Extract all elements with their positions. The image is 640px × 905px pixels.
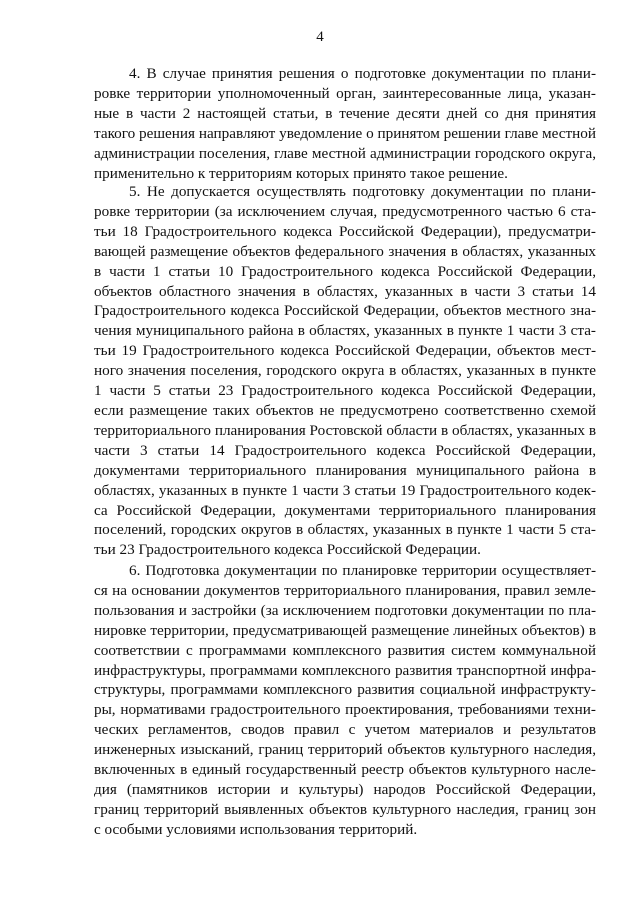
text-line: 6. Подготовка документации по планировке территории осуществляет- [129,562,596,579]
text-line: если размещение таких объектов не предусмотрено соответственно схемой [94,401,596,419]
text-line: поселений, городских округов в областях, указанных в пункте 1 части 5 ста- [94,521,596,539]
text-line: применительно к территориям которых принято такое решение. [94,164,508,182]
text-line: тьи 23 Градостроительного кодекса Российской Федерации. [94,541,481,559]
text-line: 1 части 5 статьи 23 Градостроительного кодекса Российской Федерации, [94,382,596,400]
paragraph-4 [94,64,596,183]
text-line: объектов областного значения в областях, указанных в части 3 статьи 14 [94,282,596,300]
text-line: областях, указанных в пункте 1 части 3 статьи 19 Градостроительного кодек- [94,481,596,499]
text-line: такого решения направляют уведомление о принятом решении главе местной [94,124,596,142]
text-line: территориального планирования Ростовской области в областях, указанных в [94,421,596,439]
text-line: ные в части 2 настоящей статьи, в течение десяти дней со дня принятия [94,104,596,122]
text-line: вающей размещение объектов федерального значения в областях, указанных [94,242,596,260]
text-line: в части 1 статьи 10 Градостроительного кодекса Российской Федерации, [94,262,596,280]
text-line: ного значения поселения, городского округа в областях, указанных в пункте [94,362,596,380]
text-line: ся на основании документов территориального планирования, правил земле- [94,581,596,599]
text-line: инженерных изысканий, границ территорий объектов культурного наследия, [94,741,596,759]
text-line: 5. Не допускается осуществлять подготовку документации по плани- [129,183,596,200]
text-line: части 3 статьи 14 Градостроительного кодекса Российской Федерации, [94,441,596,459]
text-line: нировке территории, предусматривающей размещение линейных объектов) в [94,621,596,639]
text-line: ровке территории уполномоченный орган, заинтересованные лица, указан- [94,84,596,102]
text-line: са Российской Федерации, документами территориального планирования [94,501,596,519]
text-line: пользования и застройки (за исключением подготовки документации по пла- [94,601,596,619]
text-line: с особыми условиями использования территорий. [94,820,418,838]
text-line: тьи 19 Градостроительного кодекса Российской Федерации, объектов мест- [94,342,596,360]
text-line: соответствии с программами комплексного развития систем коммунальной [94,641,596,659]
paragraph-5 [94,182,596,560]
text-line: документами территориального планирования муниципального района в [94,461,596,479]
text-line: 4. В случае принятия решения о подготовке документации по плани- [129,65,596,82]
text-line: Градостроительного кодекса Российской Федерации, объектов местного зна- [94,302,596,320]
text-line: администрации поселения, главе местной администрации городского округа, [94,144,596,162]
text-line: границ территорий выявленных объектов культурного наследия, границ зон [94,800,596,818]
paragraph-6 [94,561,596,840]
text-line: ческих регламентов, сводов правил с учетом материалов и результатов [94,721,596,739]
text-line: тьи 18 Градостроительного кодекса Российской Федерации), предусматри- [94,222,596,240]
text-line: ры, нормативами градостроительного проектирования, требованиями техни- [94,701,596,719]
text-line: включенных в единый государственный реестр объектов культурного насле- [94,761,596,779]
text-line: инфраструктуры, программами комплексного развития транспортной инфра- [94,661,596,679]
text-line: чения муниципального района в областях, указанных в пункте 1 части 3 ста- [94,322,596,340]
text-line: ровке территории (за исключением случая, предусмотренного частью 6 ста- [94,202,596,220]
text-line: структуры, программами комплексного развития социальной инфраструкту- [94,681,596,699]
text-line: дия (памятников истории и культуры) народов Российской Федерации, [94,780,596,798]
page-number: 4 [316,29,324,45]
